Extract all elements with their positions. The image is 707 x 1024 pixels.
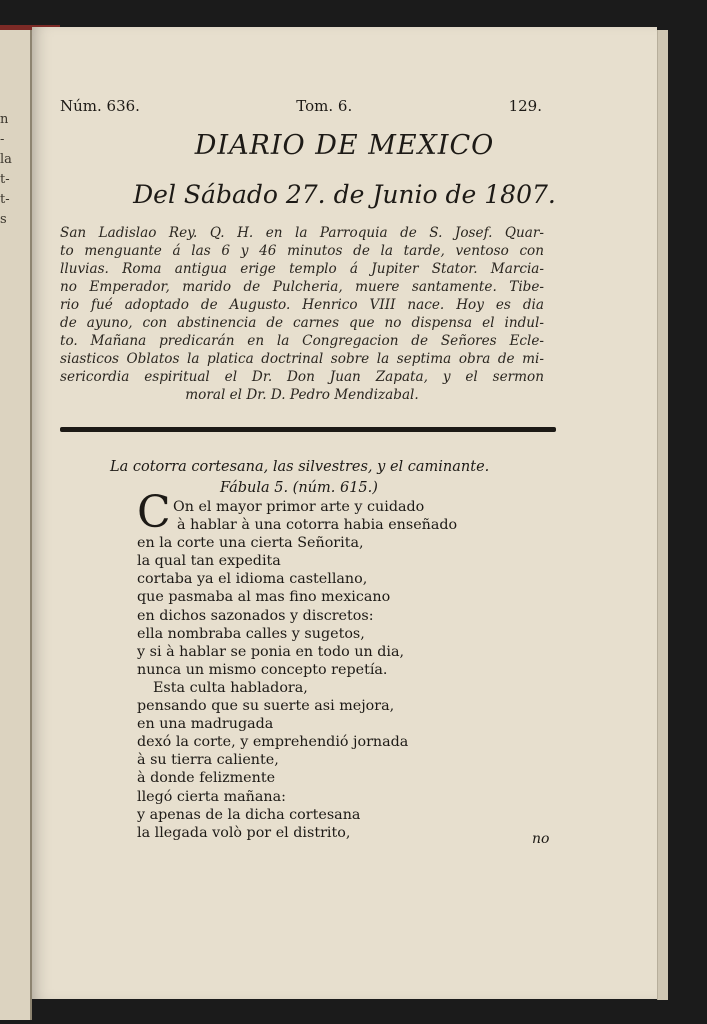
intro-line: rio fué adoptado de Augusto. Henrico VIII nace. Hoy es dia: [60, 297, 544, 313]
dateline: Del Sábado 27. de Junio de 1807.: [133, 180, 556, 209]
poem-line: en la corte una cierta Señorita,: [137, 535, 364, 552]
poem-line: llegó cierta mañana:: [137, 788, 286, 805]
section-divider: [60, 427, 556, 432]
intro-line: sericordia espiritual el Dr. Don Juan Zapata, y el sermon: [60, 369, 544, 385]
poem-line: nunca un mismo concepto repetía.: [137, 661, 388, 678]
poem-line: que pasmaba al mas fino mexicano: [137, 589, 391, 606]
page-header: [60, 97, 542, 115]
intro-line: moral el Dr. D. Pedro Mendizabal.: [185, 387, 419, 403]
intro-line: lluvias. Roma antigua erige templo á Jupiter Stator. Marcia-: [60, 261, 544, 277]
fable-number: Fábula 5. (núm. 615.): [220, 480, 378, 496]
intro-line: San Ladislao Rey. Q. H. en la Parroquia de S. Josef. Quar-: [60, 225, 544, 241]
poem-line: y apenas de la dicha cortesana: [137, 806, 361, 823]
poem-line: dexó la corte, y emprehendió jornada: [137, 734, 409, 751]
masthead-title: DIARIO DE MEXICO: [194, 130, 495, 161]
poem-line: On el mayor primor arte y cuidado: [173, 499, 425, 515]
poem-line: ella nombraba calles y sugetos,: [137, 625, 365, 642]
intro-line: to. Mañana predicarán en la Congregacion de Señores Ecle-: [60, 333, 544, 349]
poem-line: la llegada volò por el distrito,: [137, 824, 351, 841]
page-number: 129.: [508, 97, 542, 115]
poem-line: en dichos sazonados y discretos:: [137, 607, 374, 624]
drop-cap: C: [137, 487, 171, 538]
page-edge: [657, 30, 668, 1000]
poem-line: y si à hablar se ponia en todo un dia,: [137, 643, 405, 660]
poem-line: la qual tan expedita: [137, 553, 281, 570]
intro-paragraph: [60, 224, 544, 404]
left-page-edge-text: n - la t- t- s: [0, 112, 12, 227]
poem-line: à su tierra caliente,: [137, 752, 279, 769]
left-page: [0, 30, 32, 1020]
poem-line: à donde felizmente: [137, 770, 276, 787]
poem-line: pensando que su suerte asi mejora,: [137, 698, 395, 715]
tome-number: Tom. 6.: [296, 97, 353, 115]
poem-line: à hablar à una cotorra habia enseñado: [177, 517, 458, 534]
poem-line: en una madrugada: [137, 716, 274, 733]
intro-line: to menguante á las 6 y 46 minutos de la tarde, ventoso con: [60, 243, 544, 259]
poem-line: Esta culta habladora,: [153, 679, 308, 696]
catchword: no: [532, 831, 550, 847]
fable-title: La cotorra cortesana, las silvestres, y el caminante.: [110, 459, 490, 475]
issue-number: Núm. 636.: [60, 97, 140, 115]
intro-line: no Emperador, marido de Pulcheria, muere santamente. Tibe-: [60, 279, 544, 295]
poem-line: cortaba ya el idioma castellano,: [137, 571, 368, 588]
fable-poem: [137, 498, 537, 842]
intro-line: siasticos Oblatos la platica doctrinal sobre la septima obra de mi-: [60, 351, 544, 367]
intro-line: de ayuno, con abstinencia de carnes que no dispensa el indul-: [60, 315, 544, 331]
